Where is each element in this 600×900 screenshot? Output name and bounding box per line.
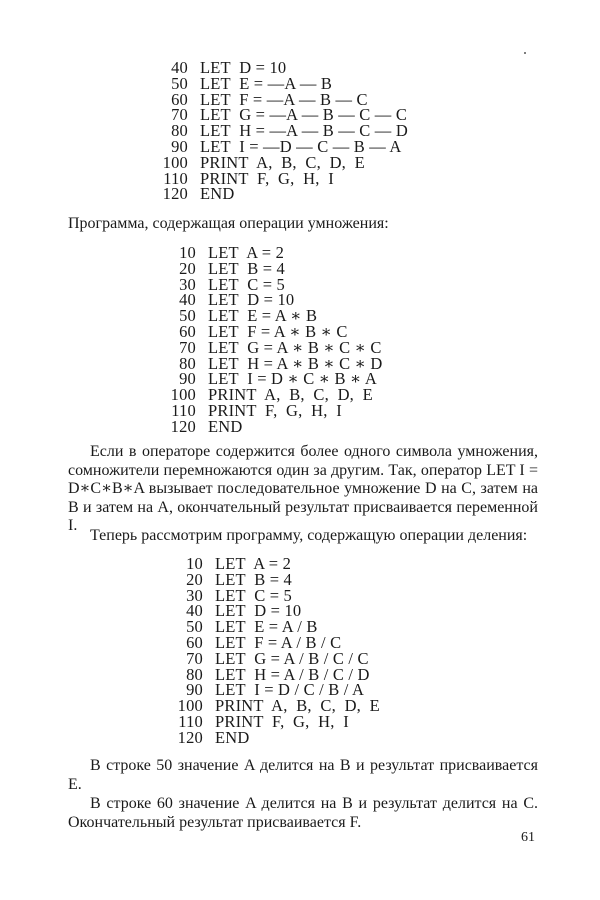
line-number: 100 bbox=[170, 385, 196, 405]
heading-division: Теперь рассмотрим программу, содержащую операции деления: bbox=[90, 527, 528, 544]
line-number: 80 bbox=[171, 121, 188, 141]
print-speck bbox=[524, 52, 526, 54]
line-number: 50 bbox=[171, 73, 188, 93]
code-line bbox=[150, 186, 408, 202]
statement: LET G = —A — B — C — C bbox=[200, 105, 408, 125]
line-number: 20 bbox=[186, 569, 203, 589]
statement: PRINT F, G, H, I bbox=[215, 711, 349, 731]
statement: LET E = —A — B bbox=[200, 73, 333, 93]
statement: LET C = 5 bbox=[208, 274, 285, 294]
page-number: 61 bbox=[521, 830, 535, 845]
line-number: 90 bbox=[171, 136, 188, 156]
statement: LET H = A ∗ B ∗ C ∗ D bbox=[208, 353, 383, 373]
statement: LET D = 10 bbox=[215, 601, 302, 621]
statement: END bbox=[208, 416, 243, 436]
statement: PRINT F, G, H, I bbox=[200, 168, 334, 188]
line-number: 70 bbox=[171, 105, 188, 125]
statement: LET B = 4 bbox=[215, 569, 292, 589]
statement: LET E = A ∗ B bbox=[208, 306, 318, 326]
line-number: 120 bbox=[162, 184, 188, 204]
line-number: 10 bbox=[186, 554, 203, 573]
statement: PRINT A, B, C, D, E bbox=[208, 385, 373, 405]
line-number: 60 bbox=[179, 321, 196, 341]
statement: LET I = D / C / B / A bbox=[215, 680, 365, 700]
statement: END bbox=[215, 727, 250, 747]
line-number: 110 bbox=[178, 711, 203, 731]
statement: LET D = 10 bbox=[208, 290, 295, 310]
line-number: 10 bbox=[179, 243, 196, 262]
statement: PRINT F, G, H, I bbox=[208, 400, 342, 420]
line-number: 30 bbox=[179, 274, 196, 294]
paragraph-line60: В строке 60 значение A делится на B и результат делится на C. Окончательный результат присваивается F. bbox=[68, 795, 538, 831]
statement: LET B = 4 bbox=[208, 258, 285, 278]
listing-subtraction-continued bbox=[150, 60, 408, 202]
line-number: 60 bbox=[171, 89, 188, 109]
listing-division bbox=[165, 556, 380, 746]
statement: PRINT A, B, C, D, E bbox=[200, 152, 365, 172]
paragraph-line50: В строке 50 значение A делится на B и результат присваивается E. bbox=[68, 757, 538, 793]
line-number: 110 bbox=[171, 400, 196, 420]
line-number: 50 bbox=[186, 617, 203, 637]
line-number: 70 bbox=[186, 648, 203, 668]
statement: LET H = A / B / C / D bbox=[215, 664, 370, 684]
code-line bbox=[150, 168, 408, 188]
line-number: 40 bbox=[171, 58, 188, 77]
code-line bbox=[158, 416, 382, 436]
statement: LET A = 2 bbox=[215, 554, 292, 573]
statement: LET A = 2 bbox=[208, 243, 285, 262]
code-line bbox=[165, 727, 380, 747]
listing-multiplication bbox=[158, 245, 382, 435]
statement: LET C = 5 bbox=[215, 585, 292, 605]
paragraph-multiplication: Если в операторе содержится более одного символа умножения, сомножители перемножаются один за другим. Так, оператор LET I = D∗C∗B∗A вызывает последовательное умножение D на C, затем на B и затем на A, окончательный результат присваивается переменной I. bbox=[68, 443, 538, 534]
statement: PRINT A, B, C, D, E bbox=[215, 696, 380, 716]
statement: LET F = A ∗ B ∗ C bbox=[208, 321, 348, 341]
statement: LET H = —A — B — C — D bbox=[200, 121, 408, 141]
line-number: 40 bbox=[186, 601, 203, 621]
line-number: 110 bbox=[163, 168, 188, 188]
line-number: 80 bbox=[186, 664, 203, 684]
heading-multiplication: Программа, содержащая операции умножения: bbox=[68, 215, 389, 232]
line-number: 120 bbox=[177, 727, 203, 747]
line-number: 120 bbox=[170, 416, 196, 436]
statement: LET F = A / B / C bbox=[215, 632, 342, 652]
statement: LET F = —A — B — C bbox=[200, 89, 368, 109]
statement: LET E = A / B bbox=[215, 617, 318, 637]
line-number: 20 bbox=[179, 258, 196, 278]
line-number: 70 bbox=[179, 337, 196, 357]
line-number: 100 bbox=[177, 696, 203, 716]
line-number: 60 bbox=[186, 632, 203, 652]
statement: LET I = D ∗ C ∗ B ∗ A bbox=[208, 369, 377, 389]
line-number: 30 bbox=[186, 585, 203, 605]
statement: LET D = 10 bbox=[200, 58, 287, 77]
line-number: 50 bbox=[179, 306, 196, 326]
line-number: 80 bbox=[179, 353, 196, 373]
statement: END bbox=[200, 184, 235, 204]
line-number: 100 bbox=[162, 152, 188, 172]
line-number: 90 bbox=[179, 369, 196, 389]
line-number: 90 bbox=[186, 680, 203, 700]
statement: LET G = A ∗ B ∗ C ∗ C bbox=[208, 337, 382, 357]
line-number: 40 bbox=[179, 290, 196, 310]
statement: LET G = A / B / C / C bbox=[215, 648, 369, 668]
statement: LET I = —D — C — B — A bbox=[200, 136, 402, 156]
